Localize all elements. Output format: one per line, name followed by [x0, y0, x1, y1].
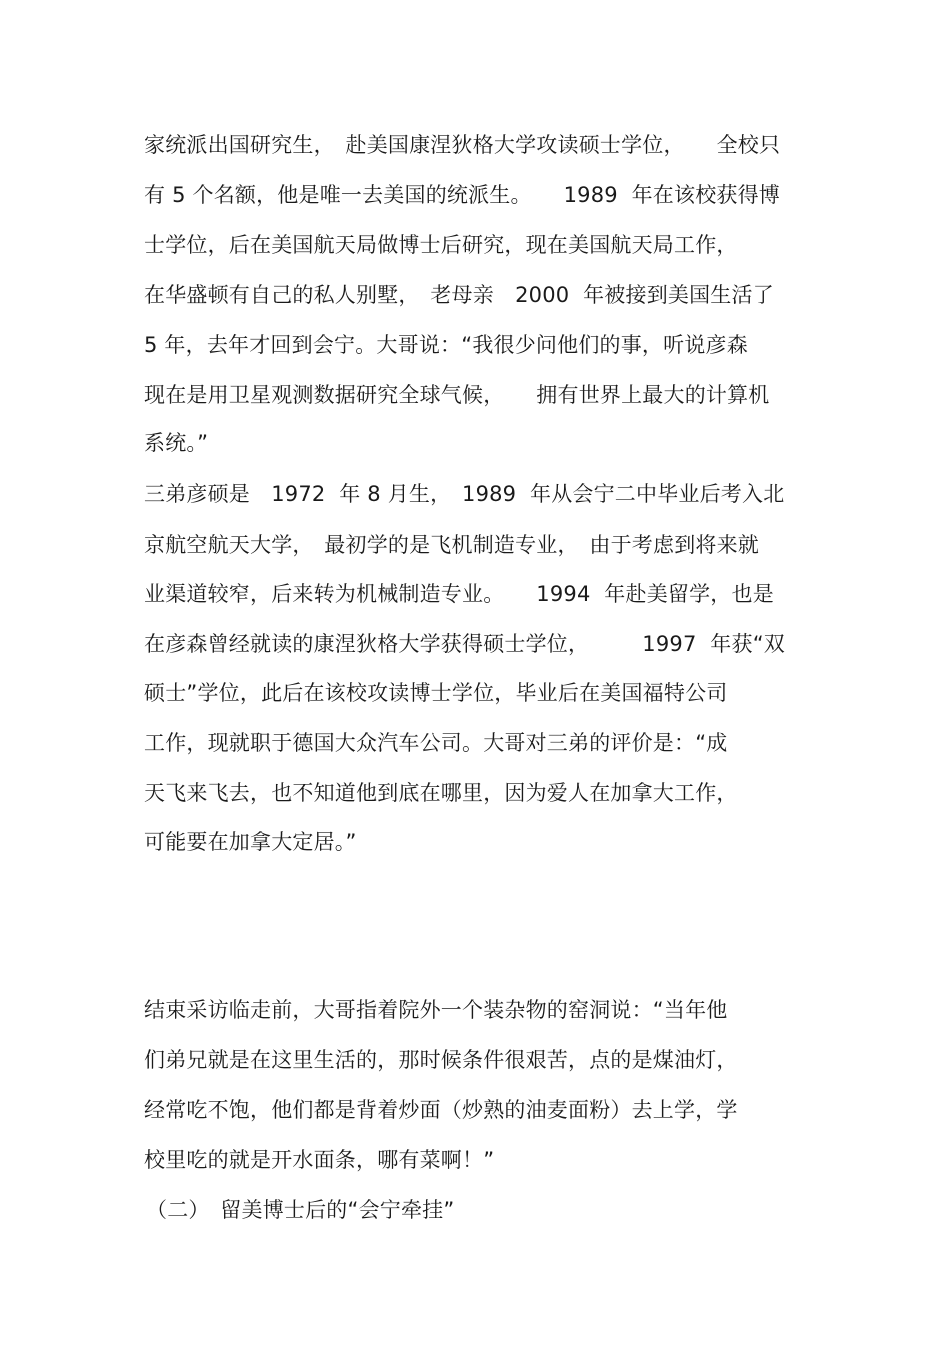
paragraph-2-line-6: 工作，现就职于德国大众汽车公司。大哥对三弟的评价是：“成 — [144, 731, 728, 755]
paragraph-1-line-6: 现在是用卫星观测数据研究全球气候， 拥有世界上最大的计算机 — [144, 383, 770, 407]
paragraph-2-line-8: 可能要在加拿大定居。” — [144, 830, 357, 854]
paragraph-1-line-7: 系统。” — [144, 431, 209, 455]
paragraph-2-line-5: 硕士”学位，此后在该校攻读博士学位，毕业后在美国福特公司 — [144, 681, 728, 705]
paragraph-3-line-2: 们弟兄就是在这里生活的，那时候条件很艰苦，点的是煤油灯， — [144, 1048, 738, 1072]
paragraph-1-line-4: 在华盛顿有自己的私人别墅， 老母亲 2000 年被接到美国生活了 — [144, 283, 774, 307]
paragraph-2-line-7: 天飞来飞去，也不知道他到底在哪里，因为爱人在加拿大工作， — [144, 781, 738, 805]
paragraph-1-line-3: 士学位，后在美国航天局做博士后研究，现在美国航天局工作， — [144, 233, 738, 257]
paragraph-2-line-2: 京航空航天大学， 最初学的是飞机制造专业， 由于考虑到将来就 — [144, 533, 759, 557]
paragraph-2-line-1: 三弟彦硕是 1972 年 8 月生， 1989 年从会宁二中毕业后考入北 — [144, 482, 785, 506]
paragraph-3-line-3: 经常吃不饱，他们都是背着炒面（炒熟的油麦面粉）去上学，学 — [144, 1098, 738, 1122]
paragraph-1-line-5: 5 年，去年才回到会宁。大哥说：“我很少问他们的事，听说彦森 — [144, 333, 748, 357]
paragraph-2-line-4: 在彦森曾经就读的康涅狄格大学获得硕士学位， 1997 年获“双 — [144, 632, 785, 656]
paragraph-1-line-1: 家统派出国研究生， 赴美国康涅狄格大学攻读硕士学位， 全校只 — [144, 133, 781, 157]
paragraph-3-line-1: 结束采访临走前，大哥指着院外一个装杂物的窑洞说：“当年他 — [144, 998, 728, 1022]
paragraph-2-line-3: 业渠道较窄，后来转为机械制造专业。 1994 年赴美留学，也是 — [144, 582, 774, 606]
paragraph-1-line-2: 有 5 个名额，他是唯一去美国的统派生。 1989 年在该校获得博 — [144, 183, 781, 207]
paragraph-3-line-4: 校里吃的就是开水面条，哪有菜啊！” — [144, 1148, 495, 1172]
section-heading: （二） 留美博士后的“会宁牵挂” — [146, 1198, 455, 1222]
